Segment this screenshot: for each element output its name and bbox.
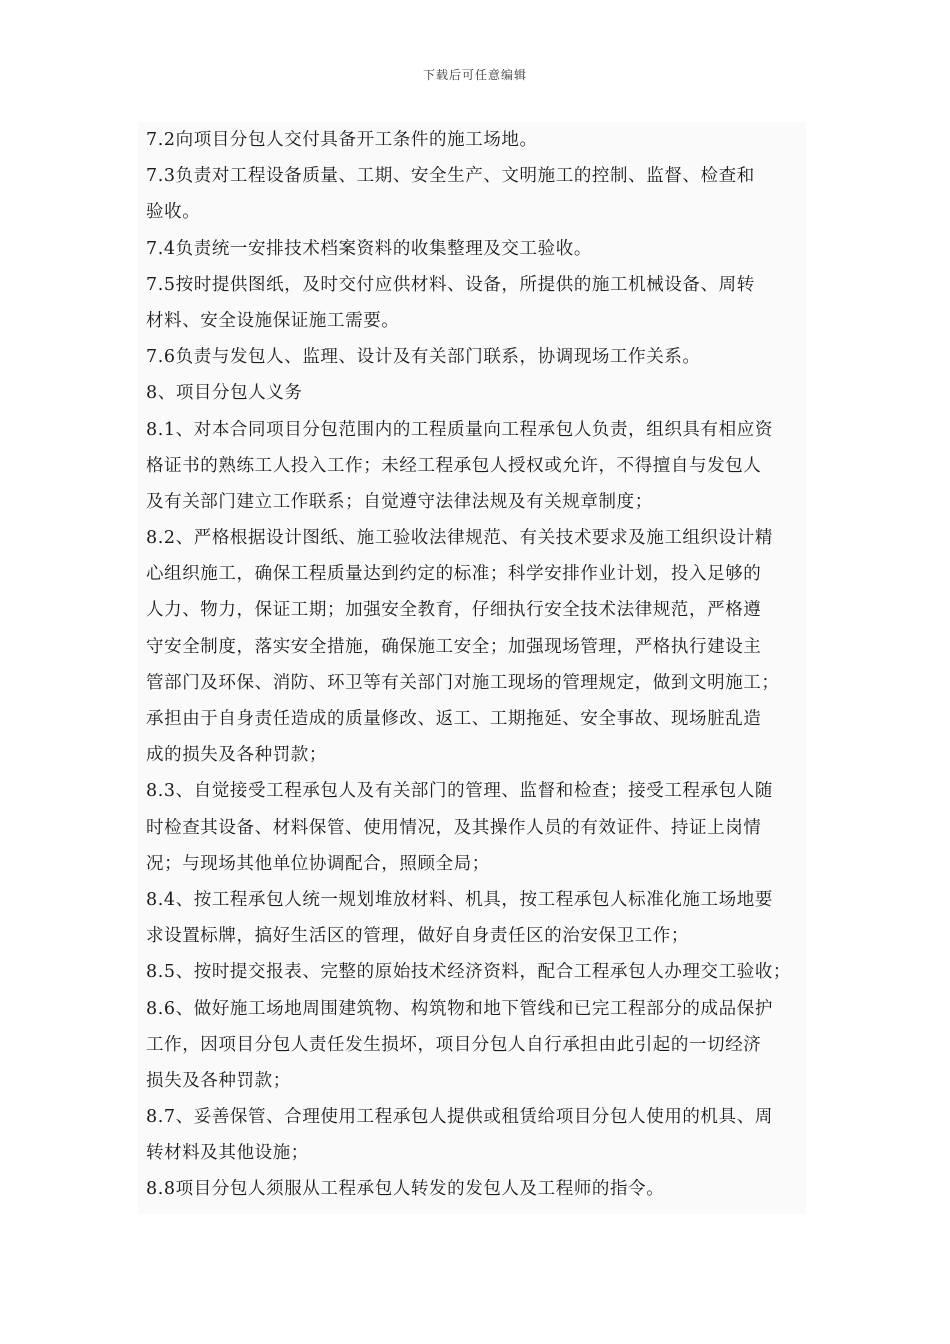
text-line: 转材料及其他设施； xyxy=(146,1143,309,1164)
text-line: 工作，因项目分包人责任发生损坏，项目分包人自行承担由此引起的一切经济 xyxy=(146,1034,762,1055)
text-line: 8.6、做好施工场地周围建筑物、构筑物和地下管线和已完工程部分的成品保护 xyxy=(146,998,773,1019)
text-line: 8.1、对本合同项目分包范围内的工程质量向工程承包人负责，组织具有相应资 xyxy=(146,419,773,440)
text-line: 7.3负责对工程设备质量、工期、安全生产、文明施工的控制、监督、检查和 xyxy=(146,166,755,187)
text-line: 7.4负责统一安排技术档案资料的收集整理及交工验收。 xyxy=(146,238,592,259)
text-line: 求设置标牌，搞好生活区的管理，做好自身责任区的治安保卫工作； xyxy=(146,926,689,947)
text-line: 8.4、按工程承包人统一规划堆放材料、机具，按工程承包人标准化施工场地要 xyxy=(146,889,773,910)
text-line: 格证书的熟练工人投入工作；未经工程承包人授权或允许，不得擅自与发包人 xyxy=(146,455,762,476)
text-line: 时检查其设备、材料保管、使用情况，及其操作人员的有效证件、持证上岗情 xyxy=(146,817,762,838)
text-line: 验收。 xyxy=(146,202,201,223)
page-header: 下载后可任意编辑 xyxy=(422,68,527,82)
text-line: 成的损失及各种罚款； xyxy=(146,745,327,766)
text-line: 8.5、按时提交报表、完整的原始技术经济资料，配合工程承包人办理交工验收； xyxy=(146,962,792,983)
text-line: 7.2向项目分包人交付具备开工条件的施工场地。 xyxy=(146,130,538,150)
text-line: 损失及各种罚款； xyxy=(146,1070,291,1091)
document-body xyxy=(138,122,806,1214)
text-line: 8.8项目分包人须服从工程承包人转发的发包人及工程师的指令。 xyxy=(146,1179,665,1200)
text-line: 管部门及环保、消防、环卫等有关部门对施工现场的管理规定，做到文明施工； xyxy=(146,672,780,693)
text-line: 人力、物力，保证工期；加强安全教育，仔细执行安全技术法律规范，严格遵 xyxy=(146,600,762,621)
text-line: 材料、安全设施保证施工需要。 xyxy=(146,310,400,331)
text-line: 承担由于自身责任造成的质量修改、返工、工期拖延、安全事故、现场脏乱造 xyxy=(146,709,762,729)
text-line: 7.5按时提供图纸，及时交付应供材料、设备，所提供的施工机械设备、周转 xyxy=(146,274,755,295)
section-heading: 8、项目分包人义务 xyxy=(146,383,303,404)
text-line: 7.6负责与发包人、监理、设计及有关部门联系，协调现场工作关系。 xyxy=(146,347,701,368)
text-line: 心组织施工，确保工程质量达到约定的标准；科学安排作业计划，投入足够的 xyxy=(146,564,762,585)
text-line: 8.7、妥善保管、合理使用工程承包人提供或租赁给项目分包人使用的机具、周 xyxy=(146,1107,773,1128)
text-line: 守安全制度，落实安全措施，确保施工安全；加强现场管理，严格执行建设主 xyxy=(146,636,762,657)
text-line: 况；与现场其他单位协调配合，照顾全局； xyxy=(146,853,490,874)
text-line: 8.3、自觉接受工程承包人及有关部门的管理、监督和检查；接受工程承包人随 xyxy=(146,781,773,802)
text-line: 8.2、严格根据设计图纸、施工验收法律规范、有关技术要求及施工组织设计精 xyxy=(146,528,773,549)
text-line: 及有关部门建立工作联系；自觉遵守法律法规及有关规章制度； xyxy=(146,491,653,512)
